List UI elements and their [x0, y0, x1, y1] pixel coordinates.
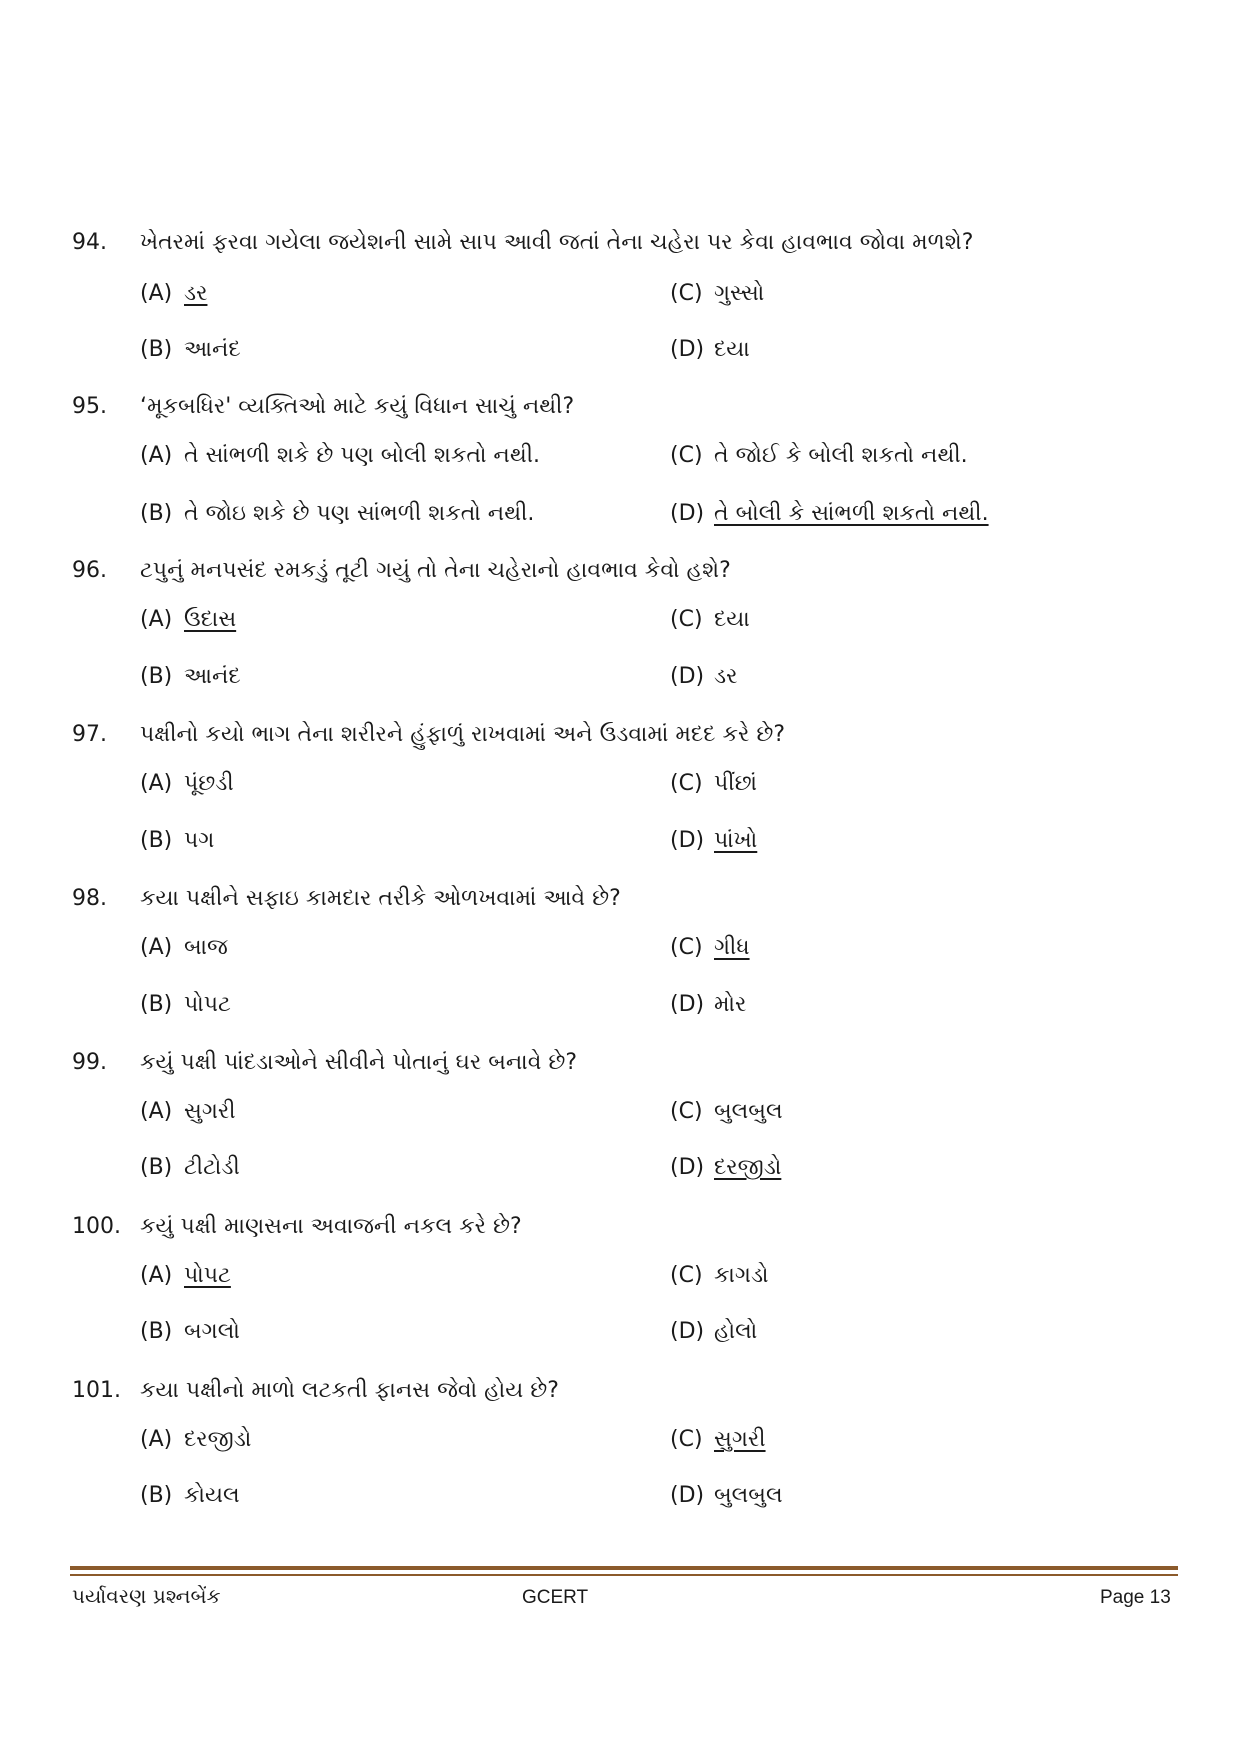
option-text: આનંદ	[184, 664, 241, 689]
footer-publisher: GCERT	[522, 1587, 589, 1608]
option-c	[670, 279, 764, 309]
option-a	[140, 279, 207, 309]
option-b	[140, 335, 241, 365]
option-c	[670, 605, 750, 635]
option-d	[670, 335, 750, 365]
option-b	[140, 499, 534, 529]
question-number: 95.	[72, 394, 107, 419]
option-label: (B)	[140, 664, 173, 689]
option-text: હોલો	[714, 1319, 758, 1344]
option-b	[140, 990, 231, 1020]
option-c	[670, 441, 968, 471]
option-label: (C)	[670, 443, 703, 468]
option-label: (B)	[140, 828, 173, 853]
option-d	[670, 1153, 781, 1183]
option-text: તે બોલી કે સાંભળી શકતો નથી.	[714, 501, 989, 526]
option-text: બુલબુલ	[714, 1099, 783, 1124]
option-text: આનંદ	[184, 337, 241, 362]
option-c	[670, 1425, 766, 1455]
question-text: કયું પક્ષી માણસના અવાજની નકલ કરે છે?	[140, 1214, 522, 1239]
option-b	[140, 1317, 240, 1347]
option-label: (B)	[140, 1319, 173, 1344]
option-text: તે જોઈ કે બોલી શકતો નથી.	[714, 443, 968, 468]
option-label: (D)	[670, 337, 705, 362]
option-b	[140, 1153, 240, 1183]
option-b	[140, 662, 241, 692]
option-text: દયા	[714, 607, 750, 632]
question-number: 99.	[72, 1050, 107, 1075]
option-text: ગીધ	[714, 935, 750, 960]
option-label: (D)	[670, 1319, 705, 1344]
question-number: 94.	[72, 230, 107, 255]
question-text: ટપુનું મનપસંદ રમકડું તૂટી ગયું તો તેના ચહેરાનો હાવભાવ કેવો હશે?	[140, 558, 731, 583]
footer-rule-thin	[70, 1574, 1178, 1576]
option-a	[140, 605, 236, 635]
option-text: પોપટ	[184, 1263, 231, 1288]
option-text: સુગરી	[714, 1427, 766, 1452]
option-b	[140, 1481, 240, 1511]
question-text: કયા પક્ષીનો માળો લટકતી ફાનસ જેવો હોય છે?	[140, 1378, 559, 1403]
option-text: દયા	[714, 337, 750, 362]
option-a	[140, 1261, 231, 1291]
option-label: (D)	[670, 664, 705, 689]
option-label: (A)	[140, 1427, 173, 1452]
option-c	[670, 933, 750, 963]
option-text: તે જોઇ શકે છે પણ સાંભળી શકતો નથી.	[184, 501, 535, 526]
footer-rule-thick	[70, 1566, 1178, 1570]
question-number: 98.	[72, 886, 107, 911]
option-text: બુલબુલ	[714, 1483, 783, 1508]
option-label: (C)	[670, 935, 703, 960]
option-text: પાંખો	[714, 828, 758, 853]
option-text: ડર	[184, 281, 208, 306]
question-number: 100.	[72, 1214, 121, 1239]
option-d	[670, 1481, 783, 1511]
option-label: (B)	[140, 1483, 173, 1508]
option-label: (C)	[670, 1263, 703, 1288]
option-text: દરજીડો	[714, 1155, 782, 1180]
option-text: કાગડો	[714, 1263, 769, 1288]
option-text: પૂંછડી	[184, 771, 234, 796]
option-text: તે સાંભળી શકે છે પણ બોલી શકતો નથી.	[184, 443, 540, 468]
option-label: (D)	[670, 1483, 705, 1508]
option-a	[140, 933, 228, 963]
option-d	[670, 662, 737, 692]
option-label: (B)	[140, 501, 173, 526]
option-label: (A)	[140, 771, 173, 796]
option-d	[670, 990, 746, 1020]
question-text: ખેતરમાં ફરવા ગયેલા જયેશની સામે સાપ આવી જતાં તેના ચહેરા પર કેવા હાવભાવ જોવા મળશે?	[140, 230, 974, 255]
option-label: (C)	[670, 281, 703, 306]
option-a	[140, 769, 234, 799]
option-label: (D)	[670, 1155, 705, 1180]
question-text: કયા પક્ષીને સફાઇ કામદાર તરીકે ઓળખવામાં આવે છે?	[140, 886, 621, 911]
question-text: કયું પક્ષી પાંદડાઓને સીવીને પોતાનું ઘર બનાવે છે?	[140, 1050, 578, 1075]
option-text: બગલો	[184, 1319, 240, 1344]
option-text: ગુસ્સો	[714, 281, 765, 306]
question-number: 101.	[72, 1378, 121, 1403]
option-label: (D)	[670, 828, 705, 853]
option-text: સુગરી	[184, 1099, 236, 1124]
option-c	[670, 769, 757, 799]
option-label: (B)	[140, 1155, 173, 1180]
option-text: પીંછાં	[714, 771, 757, 796]
option-label: (B)	[140, 337, 173, 362]
option-text: દરજીડો	[184, 1427, 252, 1452]
option-text: કોયલ	[184, 1483, 240, 1508]
option-text: ડર	[714, 664, 738, 689]
question-text: પક્ષીનો કયો ભાગ તેના શરીરને હુંફાળું રાખવામાં અને ઉડવામાં મદદ કરે છે?	[140, 722, 786, 747]
option-c	[670, 1261, 769, 1291]
option-label: (D)	[670, 501, 705, 526]
option-d	[670, 499, 989, 529]
option-label: (A)	[140, 443, 173, 468]
option-label: (A)	[140, 1099, 173, 1124]
option-text: ટીટોડી	[184, 1155, 240, 1180]
option-label: (D)	[670, 992, 705, 1017]
option-label: (A)	[140, 935, 173, 960]
option-label: (A)	[140, 281, 173, 306]
option-label: (C)	[670, 607, 703, 632]
option-d	[670, 826, 757, 856]
footer-page-number: Page 13	[1100, 1587, 1171, 1608]
option-text: ઉદાસ	[184, 607, 237, 632]
option-text: બાજ	[184, 935, 228, 960]
footer-book-title: પર્યાવરણ પ્રશ્નબેંક	[72, 1584, 221, 1608]
option-label: (A)	[140, 607, 173, 632]
option-label: (C)	[670, 1099, 703, 1124]
question-number: 97.	[72, 722, 107, 747]
option-text: પોપટ	[184, 992, 231, 1017]
option-c	[670, 1097, 783, 1127]
option-label: (B)	[140, 992, 173, 1017]
option-label: (A)	[140, 1263, 173, 1288]
option-b	[140, 826, 214, 856]
option-d	[670, 1317, 757, 1347]
option-a	[140, 441, 540, 471]
option-label: (C)	[670, 771, 703, 796]
option-a	[140, 1425, 251, 1455]
question-number: 96.	[72, 558, 107, 583]
question-text: ‘મૂકબધિર' વ્યક્તિઓ માટે કયું વિધાન સાચું નથી?	[140, 394, 575, 419]
option-text: મોર	[714, 992, 747, 1017]
option-a	[140, 1097, 236, 1127]
option-label: (C)	[670, 1427, 703, 1452]
option-text: પગ	[184, 828, 215, 853]
